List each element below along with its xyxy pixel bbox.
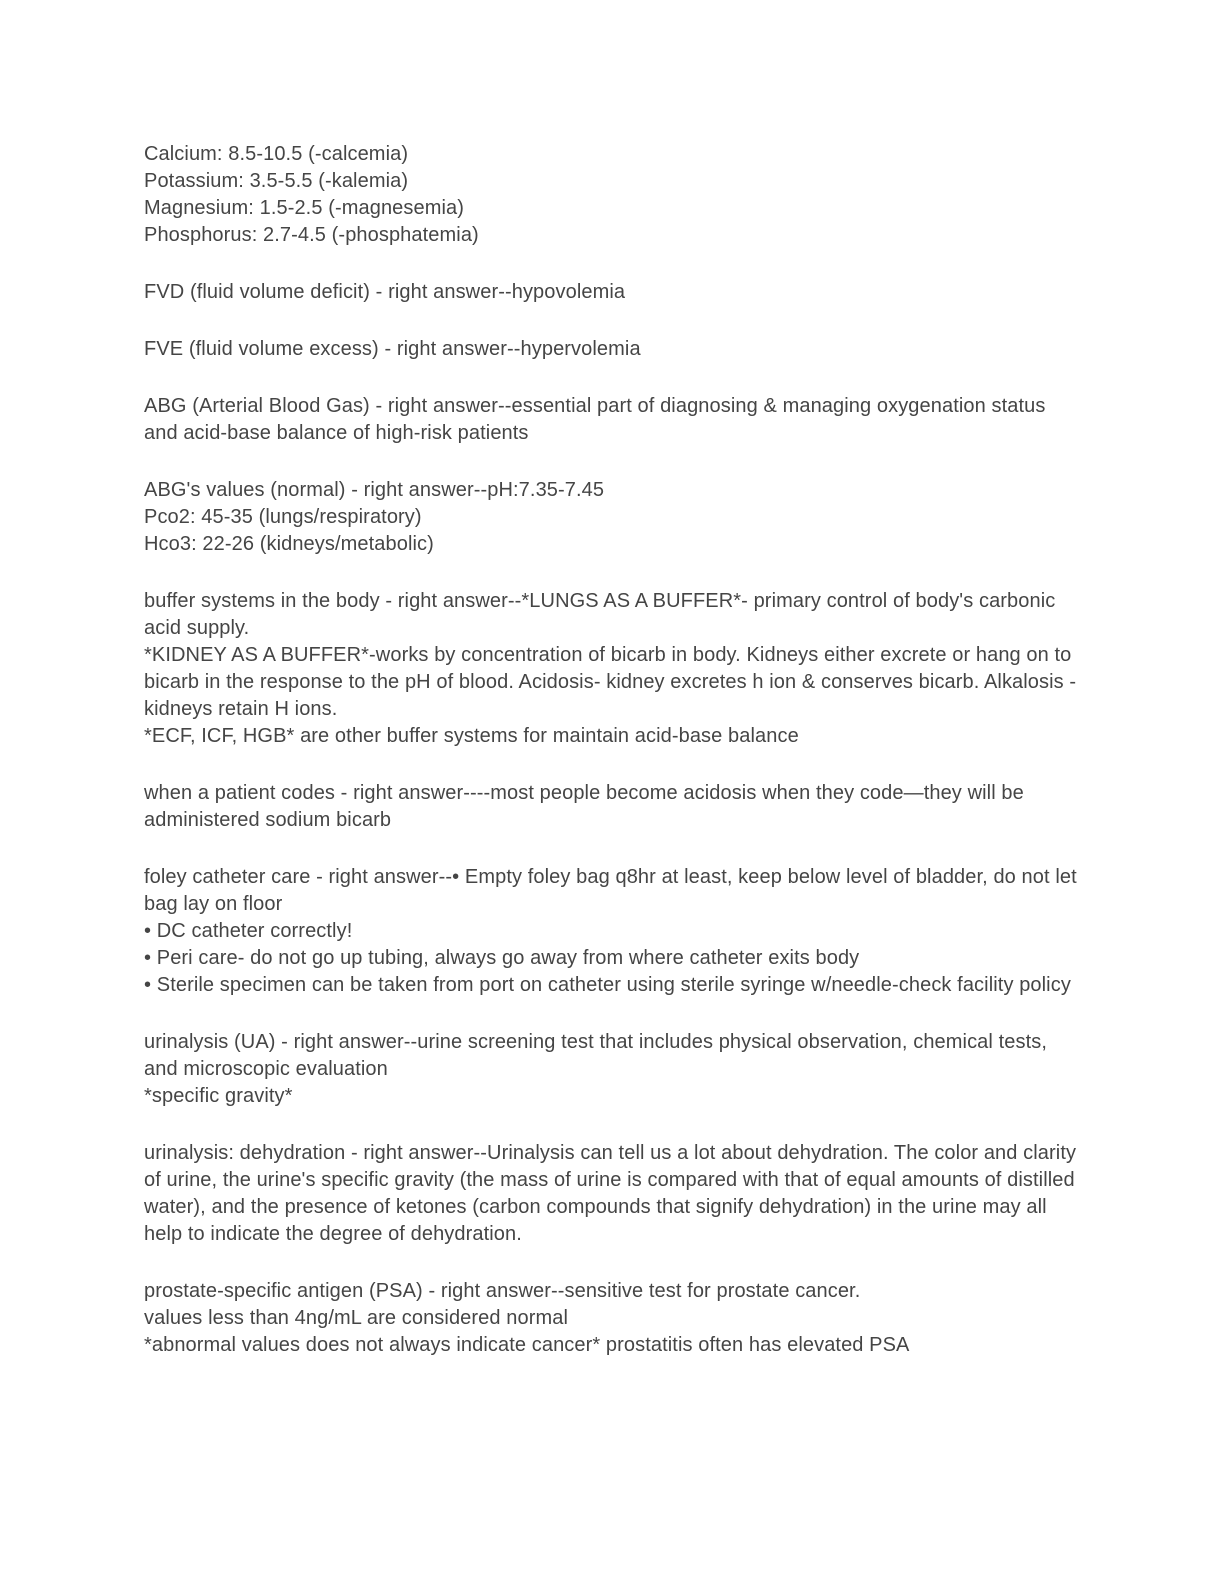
text-line: Phosphorus: 2.7-4.5 (-phosphatemia) xyxy=(144,224,479,246)
text-line: *abnormal values does not always indicate cancer* prostatitis often has elevated PSA xyxy=(144,1334,910,1356)
paragraph-3 xyxy=(144,393,1082,447)
paragraph-9 xyxy=(144,1140,1082,1248)
paragraph-2 xyxy=(144,336,1082,363)
text-line: urinalysis: dehydration - right answer--Urinalysis can tell us a lot about dehydration. The color and clarity of urine, the urine's specific gravity (the mass of urine is compared with that of equal amounts of distilled water), and the presence of ketones (carbon compounds that signify dehydration) in the urine may all help to indicate the degree of dehydration. xyxy=(144,1142,1077,1245)
text-line: buffer systems in the body - right answer--*LUNGS AS A BUFFER*- primary control of body's carbonic acid supply. xyxy=(144,590,1056,639)
text-line: Potassium: 3.5-5.5 (-kalemia) xyxy=(144,170,409,192)
text-line: urinalysis (UA) - right answer--urine screening test that includes physical observation, chemical tests, and microscopic evaluation xyxy=(144,1031,1047,1080)
text-line: Calcium: 8.5-10.5 (-calcemia) xyxy=(144,143,409,165)
paragraph-10 xyxy=(144,1278,1082,1359)
paragraph-7 xyxy=(144,864,1082,999)
text-line: Hco3: 22-26 (kidneys/metabolic) xyxy=(144,533,434,555)
paragraph-8 xyxy=(144,1029,1082,1110)
text-line: FVD (fluid volume deficit) - right answer--hypovolemia xyxy=(144,281,626,303)
text-line: *KIDNEY AS A BUFFER*-works by concentration of bicarb in body. Kidneys either excrete or hang on to bicarb in the response to the pH of blood. Acidosis- kidney excretes h ion & conserves bicarb. Alkalosis - kidneys retain H ions. xyxy=(144,644,1077,720)
text-line: • Sterile specimen can be taken from port on catheter using sterile syringe w/needle-check facility policy xyxy=(144,974,1071,996)
paragraph-5 xyxy=(144,588,1082,750)
text-line: Pco2: 45-35 (lungs/respiratory) xyxy=(144,506,422,528)
text-line: *specific gravity* xyxy=(144,1085,293,1107)
text-line: FVE (fluid volume excess) - right answer--hypervolemia xyxy=(144,338,641,360)
text-line: prostate-specific antigen (PSA) - right answer--sensitive test for prostate cancer. xyxy=(144,1280,861,1302)
paragraph-6 xyxy=(144,780,1082,834)
text-line: ABG (Arterial Blood Gas) - right answer--essential part of diagnosing & managing oxygenation status and acid-base balance of high-risk patients xyxy=(144,395,1046,444)
text-line: Magnesium: 1.5-2.5 (-magnesemia) xyxy=(144,197,464,219)
paragraph-0 xyxy=(144,141,1082,249)
text-line: when a patient codes - right answer----most people become acidosis when they code—they will be administered sodium bicarb xyxy=(144,782,1024,831)
paragraph-1 xyxy=(144,279,1082,306)
text-line: *ECF, ICF, HGB* are other buffer systems for maintain acid-base balance xyxy=(144,725,799,747)
text-line: • DC catheter correctly! xyxy=(144,920,353,942)
text-line: • Peri care- do not go up tubing, always go away from where catheter exits body xyxy=(144,947,860,969)
text-line: ABG's values (normal) - right answer--pH:7.35-7.45 xyxy=(144,479,605,501)
paragraph-4 xyxy=(144,477,1082,558)
document-content xyxy=(144,141,1082,1359)
text-line: foley catheter care - right answer--• Empty foley bag q8hr at least, keep below level of bladder, do not let bag lay on floor xyxy=(144,866,1077,915)
text-line: values less than 4ng/mL are considered normal xyxy=(144,1307,568,1329)
